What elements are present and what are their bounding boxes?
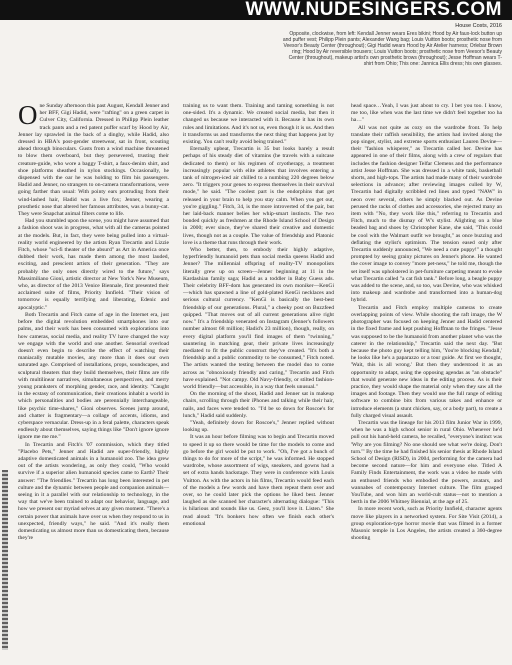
article-paragraph: On the morning of the shoot, Hadid and Jenner sat in makeup chairs, scrolling through their iPhones and talking while their hair, nails, and faces were tended to. "I'd be so down for Roscoe's for lunch," Hadid said suddenly. [183,391,334,419]
article-paragraph [18,103,169,218]
photo-credits [280,23,502,67]
paragraph-text: ne Sunday afternoon this past August, Kendall Jenner and her BFF, Gigi Hadid, were "rafting" on a green carpet in Culver City, California. Dressed in Philipp Plein leather track pants and a red patent puffer scarf by Hood by Air, Jenner lay sprawled in the back of a dinghy, while Hadid, also dressed in HBA's post-gender streetwear, sat in front, scouting ahead through binoculars. Gusts from a wind machine threatened to blow them overboard, but they persevered, trusting their creature-guide, who wore a baggy T-shirt, a faux-denim shirt, and shoe platforms sheathed in nylon stockings. Occasionally, he dispensed with the oar he was holding to film his passengers. Hadid and Jenner, no strangers to on-camera transformations, were going farther than usual: With pointy ears protruding from their wind-lashed hair, Hadid was a live fox; Jenner, wearing a prosthetic nose that altered her famous attributes, was a bunny-cat. They were Snapchat animal filters come to life. [18,103,169,218]
barcode-strip [2,470,8,650]
article-paragraph: head space…Yeah, I was just about to cry. I bet you too. I know, me too, like when was the last time we didn't feel together too ha ha…" [351,103,502,124]
article-column-2 [183,103,334,659]
article-paragraph: Both Trecartin and Fitch came of age in the Internet era, just before the digital revolution embedded smartphones into our palms, and their work has been consumed with explorations into how cameras, social media, and reality TV have changed the way we engage with the world and one another. Sensorial overload doesn't even begin to describe the effect of watching their maniacally mutable movies, any more than it does our own saturated age. Comprised of installations, props, soundscapes, and sculptural theaters that they build themselves, their films are rife with multilinear narratives, simultaneous perspectives, and merry young pranksters of morphing gender, race, and identity. "Caught in the ecstasy of communication, their creations inhabit a world in which personalities and bodies are perennially interchangeable, like psychic time-shares," Gioni observes. Scenes jump around, and chatter is fragmentary—a collage of accents, idioms, and cyberspace vernacular. Dress-up in a feral palette, characters speak endlessly about themselves, saying things like "Don't ignore ignore ignore me me me." [18,311,169,441]
article-paragraph: "Yeah, definitely down for Roscoe's," Jenner replied without looking up. [183,419,334,434]
drop-cap: O [18,103,38,130]
site-watermark: WWW.NUDESINGERS.COM [0,0,512,20]
article-paragraph: In more recent work, such as Priority Innfield, character agents move like players in a networked system. For Site Visit (2014), a group exploration-type horror movie that was filmed in a former Masonic temple in Los Angeles, the artists created a 360-degree shooting [351,506,502,542]
article-paragraph: Eternally upbeat, Trecartin is 35 but looks barely a result perhaps of his steady diet of vitamins (he travels with a suitcase dedicated to them) or his regimen of cryotherapy, a treatment increasingly popular with elite athletes that involves entering a tank of nitrogen-iced air chilled to a numbing 220 degrees below zero. "It triggers your genes to express themselves in their survival mode," he said. "The coolest part is the endorphins that get released in your brain to help you stay calm. When you get out, you're giggling." Fitch, 34, is the more introverted of the pair, but her laid-back manner belies her whip-smart instincts. The two bonded quickly as freshmen at the Rhode Island School of Design in 2000; ever since, they've shared their creative and domestic lives, though not as a couple. The value of friendship and Platonic love is a theme that runs through their work. [183,146,334,246]
article-body [18,103,502,659]
article-paragraph: It was an hour before filming was to begin and Trecartin moved to speed it up so there would be time for the models to come and go before the girl would be put to work. "Oh, I've got a bunch of things to do for more of the script," he was informed. He stopped wardrobe, whose assortment of wigs, sneakers, and gowns had a set of extra hands backstage. They were in conference with Louis Vuitton. As with the actors in his films, Trecartin would feed each of the models a few words and have them repeat them over and over, so he could later pick the options he liked best. Jenner laughed as she scanned her character's alternating dialogue: "This is hilarious and sounds like us. Geez, you'll love it. Listen." She read aloud: "It's bonkers how often we finish each other's emotional [183,434,334,527]
credits-detail: Opposite, clockwise, from left: Kendall Jenner wears Eres bikini; Hood by Air faux-lock button up and puffer vest; Philipp Plein pants; Alexander Wang bag; Louis Vuitton boots; prosthetic nose from Veesor's Beauty Center (throughout); Gigi Hadid wears Hood by Air Atelier harness; Orlebar Brown ring; Hood by Air reversible trousers; Louis Vuitton boots; prosthetic nose from Veesor's Beauty Center (throughout), makeup artist's own prosthetic brows (throughout); Jesse Hoffman wears T-shirt from Ohio; This one: Jannica Ellis dress; his own glasses. [282,31,502,67]
article-paragraph: training us to want them. Training and taming something is not one-sided. It's a dynamic. We created social media, but then it changed us because we interacted with it. Because it has its own rules and limitations. And it's not us, even though it is us. And then it transforms us and transforms the next thing that happens just by existing. You can't really avoid being trained." [183,103,334,146]
article-paragraph: Trecartin was the lineage for his 2013 film Junior War in 1999, when he was a high school senior in rural Ohio. Whenever he'd pull out his hand-held camera, he recalled, "everyone's instinct was 'Why are you filming? No one should see what we're doing. Don't turn.'" By the time he had finished his senior thesis at Rhode Island School of Design (RISD), in 2004, performing for the camera had become second nature—for him and everyone else. Titled A Family Finds Entertainment, the work was a video he made with an enthused friends who embodied the powers, avatars, and wannabes of contemporary Internet culture. The film grasped YouTube, and won him an world-cult status—not to mention a berth in the 2006 Whitney Biennial, at the age of 25. [351,419,502,506]
article-paragraph: In Trecartin and Fitch's '07 commission, which they titled "Placebo Pets," Jenner and Hadid are super-friendly, highly adaptive domesticated animals in a humanoid zoo. The idea grew out of the artists wondering, as only they could, "Who would survive if a superior alien humanoid species came to Earth? Their answer: "The friendlies." Trecartin has long been interested in pet culture and the dynamic between people and companion animals—seeing in it a parallel with our relationship to technology, in the way that we've been trained to adapt our behavior, language, and how we present our myriad selves at any given moment. "There's a certain power that animals have over us when they respond to us in unexpected, friendly ways," he said. "And it's really them domesticating us almost more than us domesticating them, because they're [18,441,169,542]
article-paragraph: All was not quite as cozy on the wardrobe front. To help translate their raffish sensibility, the artists had invited along the pop singer, stylist, and extreme sports enthusiast Lauren Devine—their "fashion whisperer," as Trecartin called her. Devine has appeared in one of their films, along with a crew of regulars that includes the fashion designer Telfar Clemens and the performance artist Jesse Hoffman. She was dressed in a white tank, basketball shorts, and high-tops. The artists had made many of their wardrobe selections in advance; after reviewing images culled by W, Trecartin had digitally scribbled red lines and typed "NAW" in neon over several, others he simply blacked out. As Devine perused the racks of clothes and accessories, she rejected many an item with "No, they work like this," referring to Trecartin and Fitch, much to the dismay of W's stylist. Alighting on a blue beaded bag and shoes by Christopher Kane, she said, "This could be cool with the Walmart outfit we brought," as once buzzing and deflating the stylist's optimism. The tension eased only after Trecartin suddenly announced, "We need a cute puppy!" a thought prompted by seeing grainy pictures on Jenner's phone. He wanted the cover image to convey "more pet-ness," he told me, though the set itself was upholstered in pet-furniture carpeting meant to evoke what Trecartin called "a cat fish tank." Before long, a beagle puppy was added to the scene, and, so too, was Devine, who was whisked into makeup and wardrobe and transformed into a human-dog hybrid. [351,124,502,304]
article-paragraph: Trecartin and Fitch employ multiple cameras to create overlapping points of view. While shooting the raft image, the W photographer was focused on keeping Jenner and Hadid centered in the fixed frame and kept pushing Hoffman to the fringes. "Jesse was supposed to be the humanoid from another planet who was the caterer in the relationship," Trecartin said the next day. "But because the photo guy kept telling him, 'You're blocking Kendall,' he looks like he's a paparazzo or a tour guide. At first we thought, 'Wait, this is all wrong.' But then they understood it as an opportunity to adapt, using the opposing agendas as "an obstacle" that would generate new ideas in the editing process. As is their practice, they would shape the material only when they saw all the images and footage. Then they would use the full range of editing software to combine bits from various takes and enhance or introduce elements (a stunt chicken, say, or a body part), to create a fully charged visual assault. [351,304,502,419]
article-column-1 [18,103,169,659]
article-column-3 [351,103,502,659]
article-paragraph: Had you stumbled upon the scene, you might have assumed that a fashion shoot was in progress, what with all the cameras pointed at the models. But, in fact, they were being pulled into a virtual-reality world engineered by the artists Ryan Trecartin and Lizzie Fitch, whose "sci-fi theater of the absurd" as Art in America once dubbed their work, has made them among the most lauded, exciting, and prescient artists of their generation. "They are probably the only ones directly wired to the future," says Massimiliano Gioni, artistic director at New York's New Museum, who, as director of the 2013 Venice Biennale, first presented their acclaimed suite of films, Priority Innfield. "Their vision of tomorrow is equally terrifying and liberating, Edenic and apocalyptic." [18,218,169,311]
credits-heading: House Costs, 2016 [455,23,502,29]
article-paragraph: Who better, then, to embody their highly adaptive, hyperfriendly humanoid pets than social media queens Hadid and Jenner? The millennial offspring of reality-TV monopolists literally grew up on screen—Jenner beginning at 11 in the Kardashian family saga; Hadid as a toddler in Baby Guess ads. Their celebrity BFF-dom has generated its own moniker—KenGi—which has spawned a line of gold-plated KenGi necklaces and serious cultural currency. "KenGi is basically the best-best friendship of our generations. Plural," a cheeky post on Buzzfeed quipped. "That moves out of all current generations alive right now." It's a friendship venerated on Instagram (Jenner's followers number almost 68 million; Hadid's 23 million), though, really, on every digital platform you'll find images of them "twinning," sauntering in matching gear, their private lives increasingly mediated to fit the public construct they've created. "It's both a friendship and a public commodity to be consumed," Fitch noted. The artists wanted the testing between the model duo to come across as "obnoxiously friendly and caring," Trecartin and Fitch have explained. "Not campy. Old Navy-friendly, or stilted fashion-world friendly—but accessible, in a way that feels unusual." [183,247,334,390]
